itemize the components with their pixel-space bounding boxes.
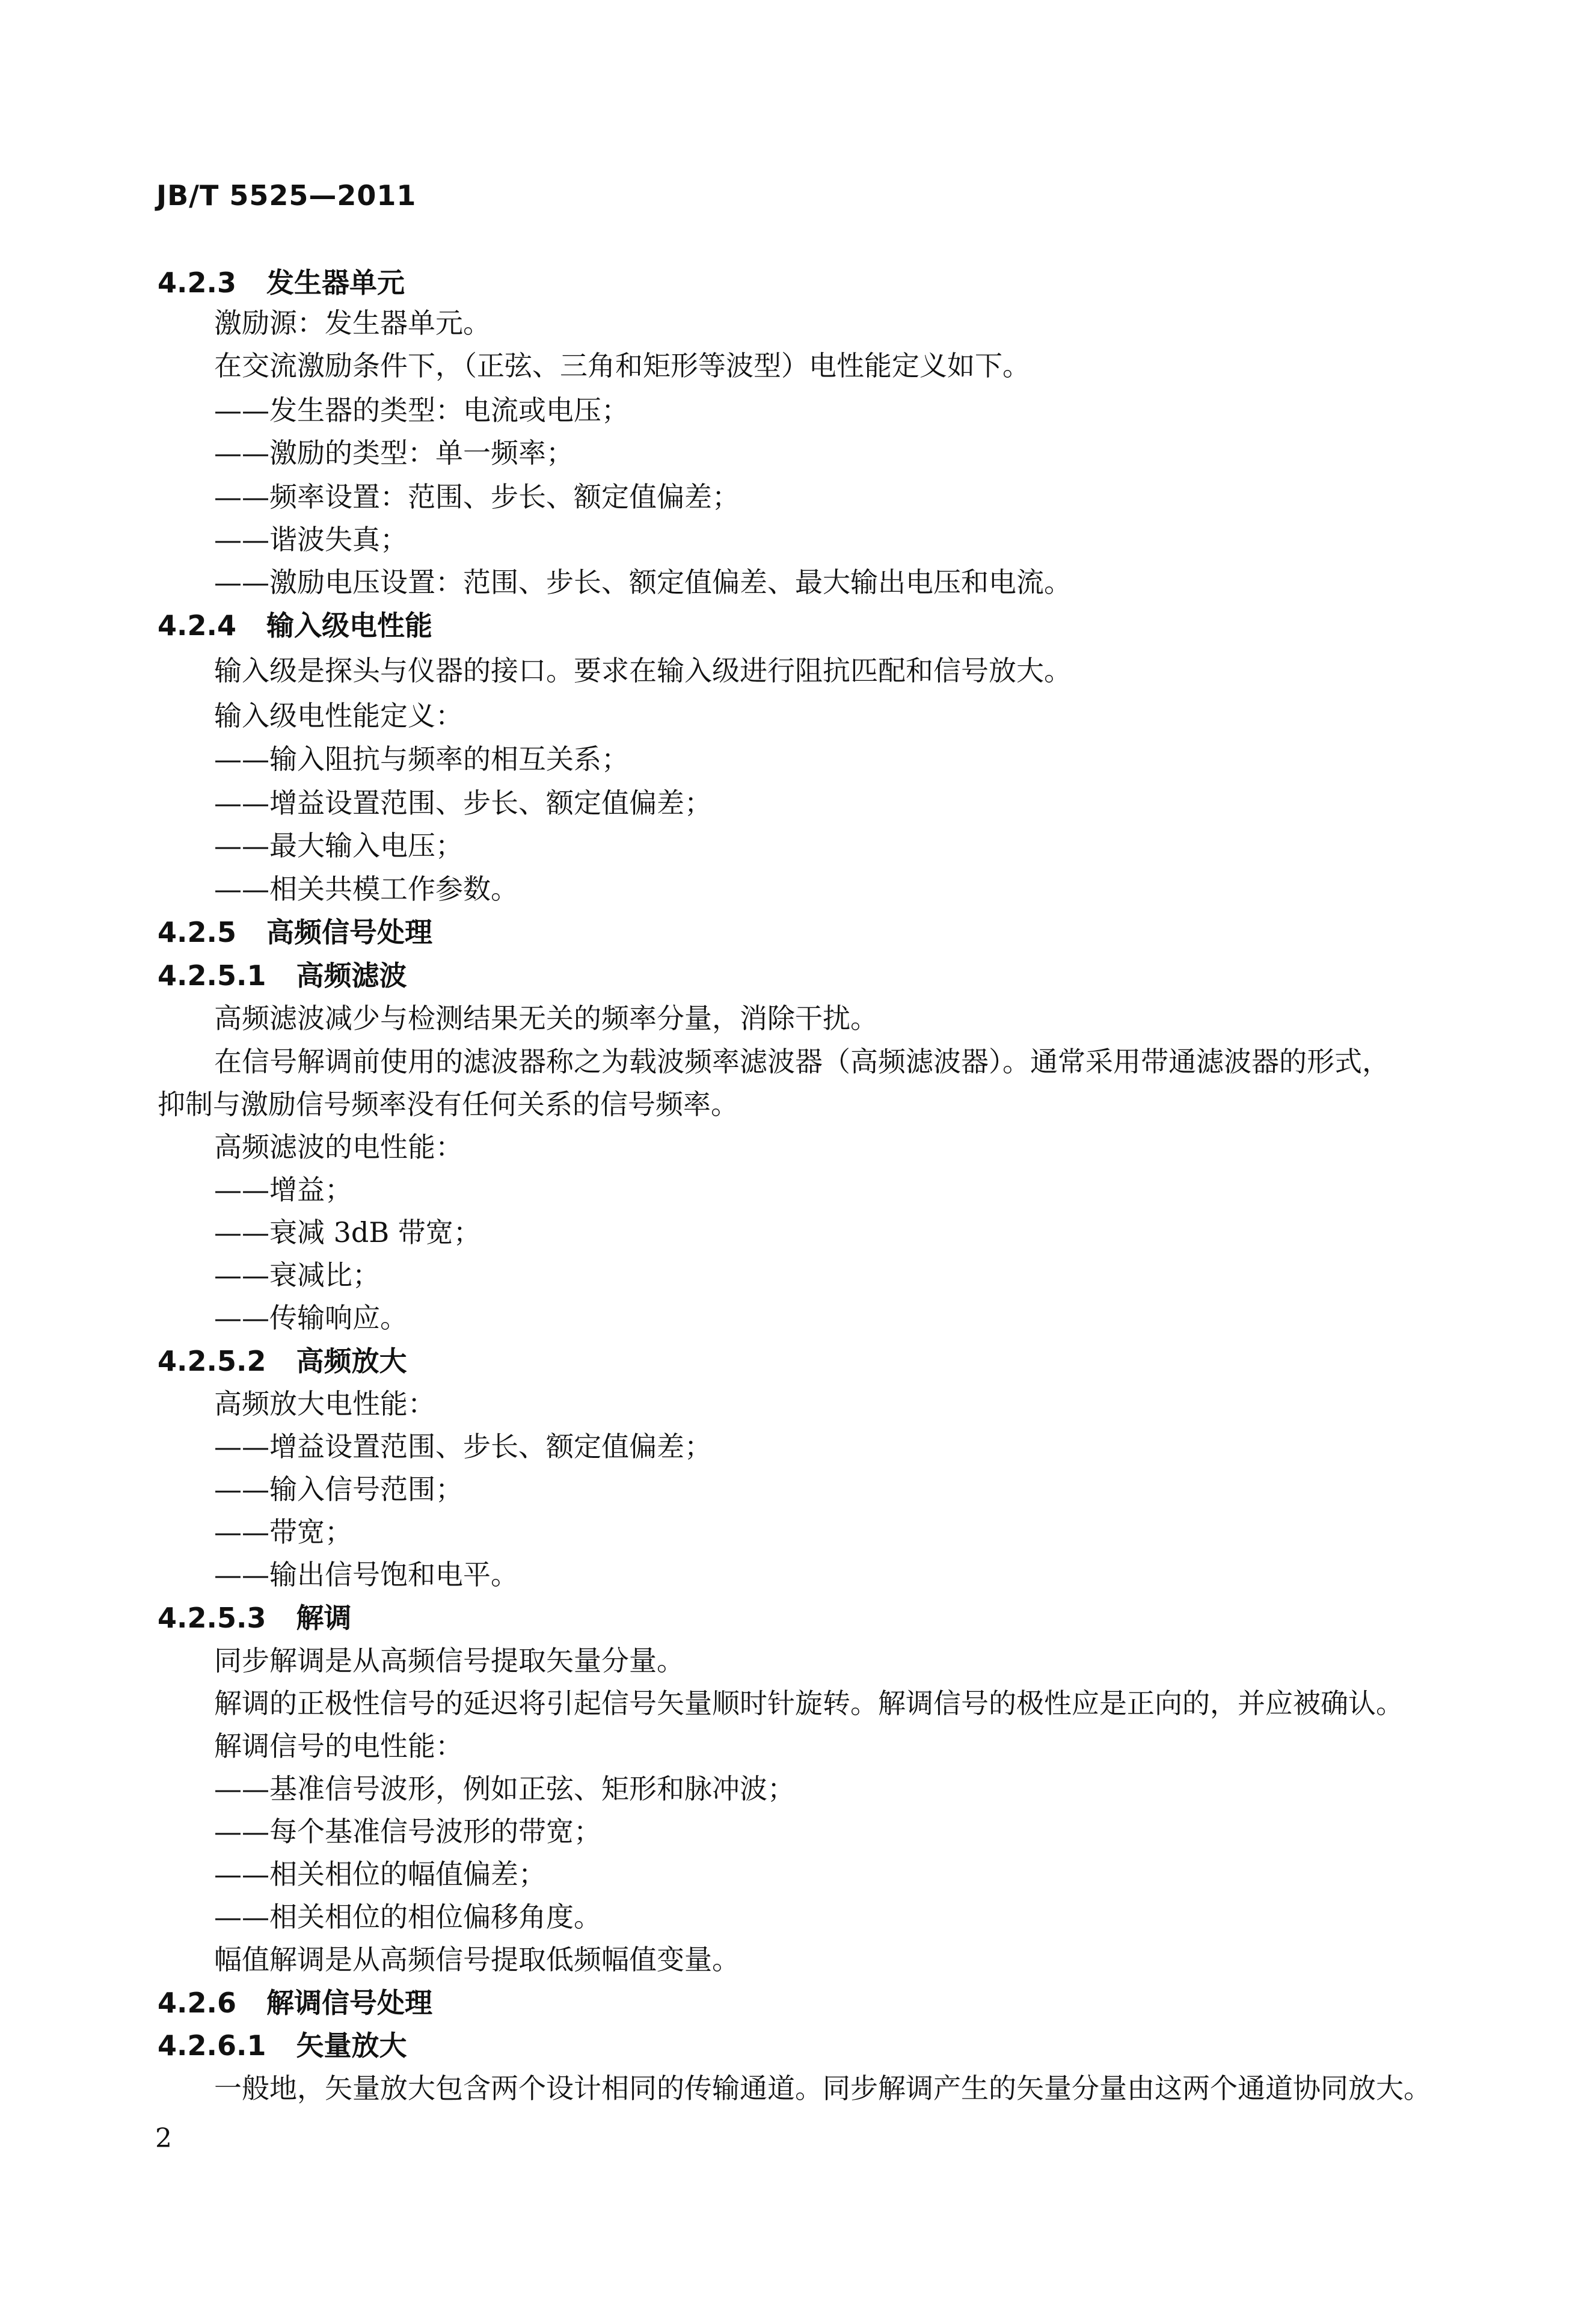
list-item: ——衰减比；	[214, 1259, 380, 1291]
paragraph: 在交流激励条件下，（正弦、三角和矩形等波型）电性能定义如下。	[214, 349, 1030, 382]
paragraph: 同步解调是从高频信号提取矢量分量。	[214, 1644, 684, 1677]
section-title: 输入级电性能	[266, 609, 432, 642]
list-item: ——增益设置范围、步长、额定值偏差；	[214, 1430, 712, 1463]
section-title: 高频信号处理	[266, 916, 432, 948]
list-item: ——衰减 3dB 带宽；	[214, 1216, 481, 1249]
list-item: ——相关相位的相位偏移角度。	[214, 1901, 601, 1933]
heading-4-2-5-1	[158, 958, 407, 994]
paragraph-continuation: 抑制与激励信号频率没有任何关系的信号频率。	[158, 1088, 738, 1121]
paragraph: 一般地，矢量放大包含两个设计相同的传输通道。同步解调产生的矢量分量由这两个通道协同放大。	[214, 2072, 1431, 2104]
heading-4-2-4	[158, 607, 432, 644]
section-number: 4.2.3	[158, 266, 236, 299]
section-title: 发生器单元	[266, 266, 405, 299]
heading-4-2-6-1	[158, 2028, 407, 2064]
list-item: ——传输响应。	[214, 1302, 408, 1334]
list-item: ——输入阻抗与频率的相互关系；	[214, 743, 629, 775]
heading-4-2-3	[158, 265, 405, 301]
list-item: ——最大输入电压；	[214, 829, 463, 862]
heading-4-2-5	[158, 914, 432, 950]
heading-4-2-6	[158, 1985, 432, 2021]
paragraph: 高频放大电性能：	[214, 1388, 435, 1420]
section-title: 高频滤波	[296, 959, 407, 992]
paragraph: 输入级电性能定义：	[214, 699, 463, 732]
page-number: 2	[155, 2123, 172, 2154]
section-number: 4.2.4	[158, 609, 236, 642]
section-number: 4.2.6.1	[158, 2029, 266, 2062]
list-item: ——激励电压设置：范围、步长、额定值偏差、最大输出电压和电流。	[214, 566, 1072, 598]
section-number: 4.2.5.1	[158, 959, 266, 992]
heading-4-2-5-3	[158, 1600, 351, 1636]
section-number: 4.2.5.2	[158, 1345, 266, 1377]
paragraph: 高频滤波减少与检测结果无关的频率分量，消除干扰。	[214, 1002, 878, 1035]
list-item: ——输入信号范围；	[214, 1473, 463, 1505]
list-item: ——输出信号饱和电平。	[214, 1558, 518, 1591]
section-title: 矢量放大	[296, 2029, 407, 2062]
section-title: 解调	[296, 1602, 352, 1634]
list-item: ——带宽；	[214, 1516, 352, 1548]
section-number: 4.2.5	[158, 916, 236, 948]
list-item: ——增益；	[214, 1173, 352, 1206]
paragraph: 高频滤波的电性能：	[214, 1131, 463, 1163]
document-id: JB/T 5525—2011	[156, 179, 417, 212]
list-item: ——频率设置：范围、步长、额定值偏差；	[214, 481, 740, 513]
paragraph: 输入级是探头与仪器的接口。要求在输入级进行阻抗匹配和信号放大。	[214, 654, 1072, 687]
list-item: ——增益设置范围、步长、额定值偏差；	[214, 787, 712, 819]
paragraph: 解调的正极性信号的延迟将引起信号矢量顺时针旋转。解调信号的极性应是正向的，并应被确认。	[214, 1687, 1404, 1720]
paragraph: 幅值解调是从高频信号提取低频幅值变量。	[214, 1943, 740, 1976]
list-item: ——基准信号波形，例如正弦、矩形和脉冲波；	[214, 1772, 795, 1805]
paragraph: 激励源：发生器单元。	[214, 307, 491, 339]
list-item: ——相关共模工作参数。	[214, 873, 518, 905]
list-item: ——相关相位的幅值偏差；	[214, 1858, 546, 1890]
paragraph: 在信号解调前使用的滤波器称之为载波频率滤波器（高频滤波器）。通常采用带通滤波器的形式，	[214, 1045, 1390, 1078]
list-item: ——发生器的类型：电流或电压；	[214, 394, 629, 426]
section-title: 高频放大	[296, 1345, 407, 1377]
list-item: ——每个基准信号波形的带宽；	[214, 1815, 601, 1848]
list-item: ——谐波失真；	[214, 523, 408, 556]
section-number: 4.2.5.3	[158, 1602, 266, 1634]
heading-4-2-5-2	[158, 1343, 407, 1379]
list-item: ——激励的类型：单一频率；	[214, 437, 574, 469]
section-number: 4.2.6	[158, 1987, 236, 2019]
section-title: 解调信号处理	[266, 1987, 432, 2019]
paragraph: 解调信号的电性能：	[214, 1730, 463, 1762]
